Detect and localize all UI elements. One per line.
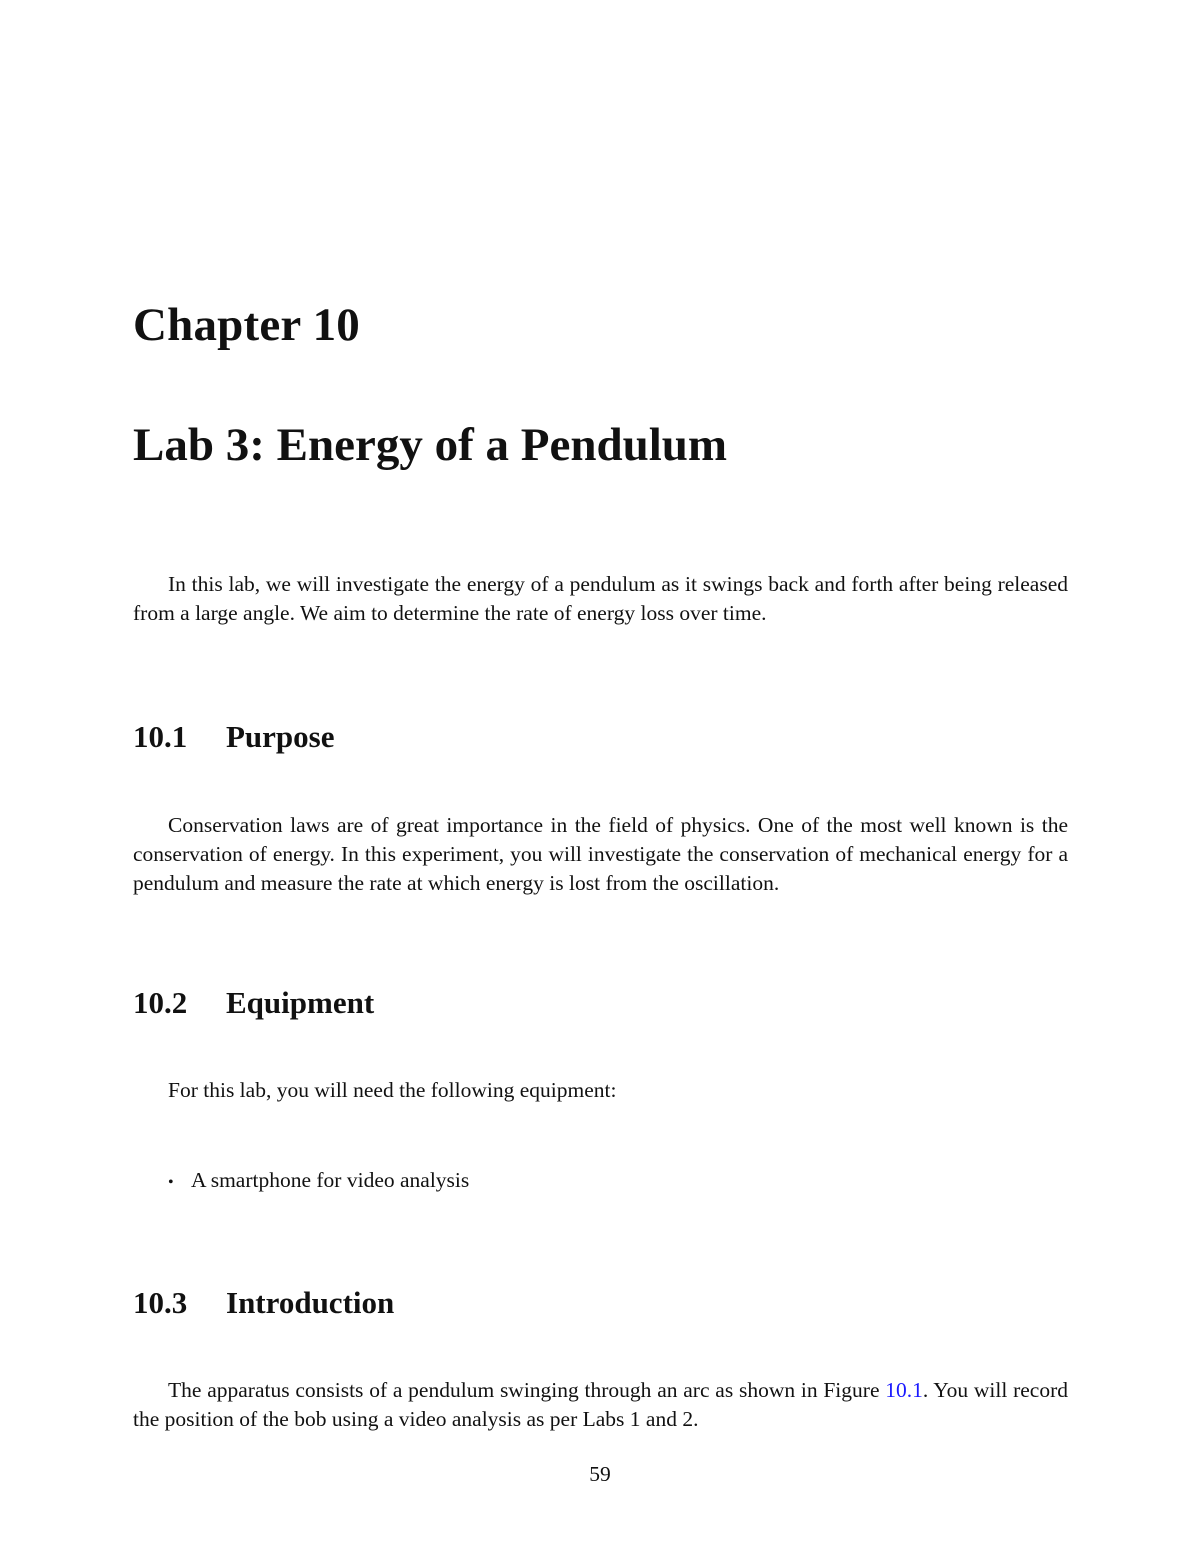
section-heading-introduction <box>133 1285 394 1321</box>
section-heading-purpose <box>133 719 335 755</box>
equipment-paragraph <box>133 1076 1068 1105</box>
section-title: Equipment <box>226 985 375 1020</box>
page-number: 59 <box>589 1462 611 1486</box>
figure-reference-link[interactable]: 10.1 <box>885 1378 923 1402</box>
section-number: 10.2 <box>133 985 188 1020</box>
chapter-title: Lab 3: Energy of a Pendulum <box>133 419 728 471</box>
intro-text: In this lab, we will investigate the energy of a pendulum as it swings back and forth after being released from a large angle. We aim to determine the rate of energy loss over time. <box>133 572 1068 625</box>
list-item <box>168 1166 469 1197</box>
introduction-text-after: . You will record the position of the bob using a video analysis as per Labs 1 and 2. <box>133 1378 1068 1431</box>
chapter-label: Chapter 10 <box>133 299 360 351</box>
section-title: Introduction <box>226 1285 395 1320</box>
purpose-text: Conservation laws are of great importance in the field of physics. One of the most well known is the conservation of energy. In this experiment, you will investigate the conservation of mechanical energy for a pendulum and measure the rate at which energy is lost from the oscillation. <box>133 813 1068 895</box>
section-title: Purpose <box>226 719 335 754</box>
bullet-icon: • <box>168 1174 174 1191</box>
equipment-text: For this lab, you will need the following equipment: <box>168 1078 617 1102</box>
introduction-paragraph <box>133 1376 1068 1434</box>
section-heading-equipment <box>133 985 374 1021</box>
intro-paragraph <box>133 570 1068 628</box>
list-item-text: A smartphone for video analysis <box>191 1168 470 1192</box>
section-number: 10.1 <box>133 719 188 754</box>
purpose-paragraph <box>133 811 1068 898</box>
introduction-text-before: The apparatus consists of a pendulum swinging through an arc as shown in Figure <box>168 1378 886 1402</box>
section-number: 10.3 <box>133 1285 188 1320</box>
equipment-list <box>168 1166 469 1197</box>
